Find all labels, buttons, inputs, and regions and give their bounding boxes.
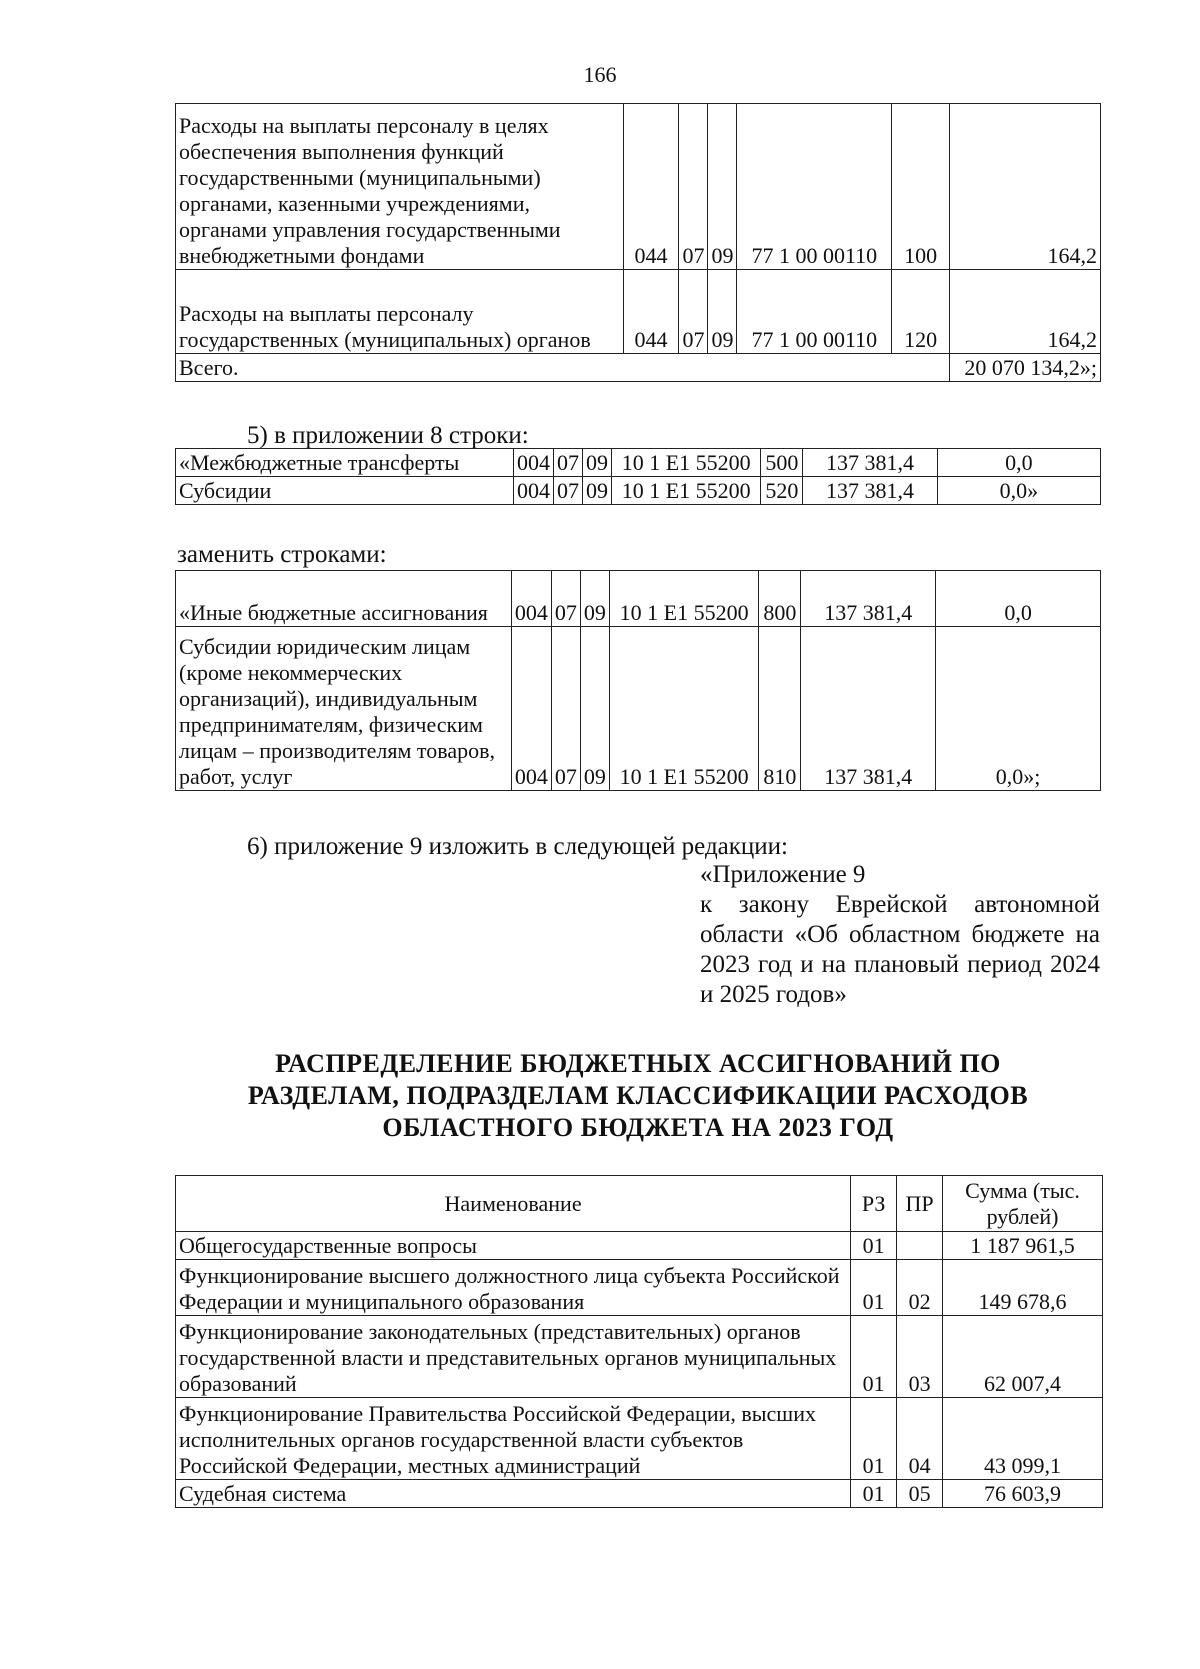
table-row (176, 1316, 1103, 1398)
cell-type: 500 (761, 449, 803, 477)
cell-type: 810 (759, 627, 801, 791)
document-title (175, 1048, 1101, 1144)
cell-ministry: 004 (511, 571, 551, 627)
table-row (176, 1260, 1103, 1316)
cell-sum-1: 137 381,4 (801, 627, 936, 791)
cell-sum-1: 137 381,4 (801, 571, 936, 627)
cell-pr: 04 (897, 1398, 943, 1480)
cell-target: 77 1 00 00110 (737, 270, 892, 354)
cell-ministry: 004 (511, 627, 551, 791)
cell-section: 07 (679, 270, 708, 354)
cell-sum-2: 0,0 (936, 571, 1101, 627)
cell-rz: 01 (851, 1480, 897, 1508)
cell-pr: 05 (897, 1480, 943, 1508)
budget-distribution-table (175, 1175, 1103, 1508)
appendix-title: «Приложение 9 (700, 861, 866, 888)
cell-subsection: 09 (580, 571, 609, 627)
cell-subsection: 09 (582, 449, 611, 477)
row-name: Расходы на выплаты персоналу государственных (муниципальных) органов (176, 270, 624, 354)
cell-sum-2: 0,0»; (936, 627, 1101, 791)
cell-section: 07 (553, 449, 582, 477)
cell-sum: 43 099,1 (943, 1398, 1103, 1480)
cell-pr (897, 1232, 943, 1260)
title-line: РАЗДЕЛАМ, ПОДРАЗДЕЛАМ КЛАССИФИКАЦИИ РАСХОДОВ (247, 1081, 1029, 1110)
row-name: «Иные бюджетные ассигнования (176, 571, 512, 627)
cell-subsection: 09 (708, 270, 737, 354)
cell-ministry: 004 (513, 449, 553, 477)
row-name: Судебная система (176, 1480, 851, 1508)
row-name: Функционирование Правительства Российской Федерации, высших исполнительных органов государственной власти субъектов Российской Федерации, местных администраций (176, 1398, 851, 1480)
cell-section: 07 (679, 104, 708, 270)
row-name: Субсидии (176, 477, 514, 505)
table-header (176, 1176, 1103, 1232)
cell-type: 120 (892, 270, 950, 354)
cell-sum: 164,2 (950, 104, 1101, 270)
row-name: Функционирование законодательных (представительных) органов государственной власти и представительных органов муниципальных образований (176, 1316, 851, 1398)
cell-rz: 01 (851, 1232, 897, 1260)
cell-sum-1: 137 381,4 (803, 449, 937, 477)
total-row (176, 354, 1101, 382)
cell-ministry: 044 (623, 270, 679, 354)
header-sum: Сумма (тыс. рублей) (943, 1176, 1103, 1232)
table-row (176, 449, 1101, 477)
cell-subsection: 09 (580, 627, 609, 791)
row-name: «Межбюджетные трансферты (176, 449, 514, 477)
appendix-subtitle: к закону Еврейской автономной области «Об областном бюджете на 2023 год и на плановый период 2024 и 2025 годов» (700, 891, 1100, 1008)
cell-sum-2: 0,0 (937, 449, 1100, 477)
table-row (176, 104, 1101, 270)
header-name: Наименование (176, 1176, 851, 1232)
cell-ministry: 044 (623, 104, 679, 270)
total-value: 20 070 134,2»; (950, 354, 1101, 382)
cell-sum: 149 678,6 (943, 1260, 1103, 1316)
cell-rz: 01 (851, 1260, 897, 1316)
table-row (176, 1398, 1103, 1480)
cell-type: 520 (761, 477, 803, 505)
cell-section: 07 (551, 627, 580, 791)
table-row (176, 1232, 1103, 1260)
cell-target: 10 1 E1 55200 (611, 477, 760, 505)
replace-label: заменить строками: (177, 541, 387, 568)
table-row (176, 627, 1101, 791)
cell-target: 77 1 00 00110 (737, 104, 892, 270)
row-name: Субсидии юридическим лицам (кроме некоммерческих организаций), индивидуальным предпринимателям, физическим лицам – производителям товаров, работ, услуг (176, 627, 512, 791)
appendix8-old-rows (175, 448, 1101, 505)
cell-sum-2: 0,0» (937, 477, 1100, 505)
cell-subsection: 09 (708, 104, 737, 270)
cell-rz: 01 (851, 1398, 897, 1480)
cell-sum: 76 603,9 (943, 1480, 1103, 1508)
cell-sum: 1 187 961,5 (943, 1232, 1103, 1260)
table-row (176, 571, 1101, 627)
title-line: РАСПРЕДЕЛЕНИЕ БЮДЖЕТНЫХ АССИГНОВАНИЙ ПО (275, 1049, 1001, 1078)
appendix8-new-rows (175, 570, 1101, 791)
table-row (176, 477, 1101, 505)
cell-sum: 164,2 (950, 270, 1101, 354)
cell-sum: 62 007,4 (943, 1316, 1103, 1398)
row-name: Расходы на выплаты персоналу в целях обеспечения выполнения функций государственными (муниципальными) органами, казенными учреждениями, органами управления государственными внебюджетными фондами (176, 104, 624, 270)
header-rz: РЗ (851, 1176, 897, 1232)
cell-target: 10 1 E1 55200 (609, 571, 759, 627)
cell-ministry: 004 (513, 477, 553, 505)
cell-rz: 01 (851, 1316, 897, 1398)
cell-sum-1: 137 381,4 (803, 477, 937, 505)
table-row (176, 1480, 1103, 1508)
page-number: 166 (583, 62, 617, 87)
row-name: Общегосударственные вопросы (176, 1232, 851, 1260)
cell-type: 800 (759, 571, 801, 627)
header-pr: ПР (897, 1176, 943, 1232)
cell-subsection: 09 (582, 477, 611, 505)
cell-pr: 03 (897, 1316, 943, 1398)
cell-type: 100 (892, 104, 950, 270)
cell-section: 07 (553, 477, 582, 505)
cell-target: 10 1 E1 55200 (609, 627, 759, 791)
cell-section: 07 (551, 571, 580, 627)
cell-target: 10 1 E1 55200 (611, 449, 760, 477)
table-row (176, 270, 1101, 354)
paragraph-5: 5) в приложении 8 строки: (247, 422, 529, 449)
expense-table-top (175, 103, 1101, 382)
title-line: ОБЛАСТНОГО БЮДЖЕТА НА 2023 ГОД (382, 1113, 894, 1142)
paragraph-6: 6) приложение 9 изложить в следующей редакции: (247, 833, 788, 860)
total-label: Всего. (176, 354, 950, 382)
row-name: Функционирование высшего должностного лица субъекта Российской Федерации и муниципального образования (176, 1260, 851, 1316)
cell-pr: 02 (897, 1260, 943, 1316)
